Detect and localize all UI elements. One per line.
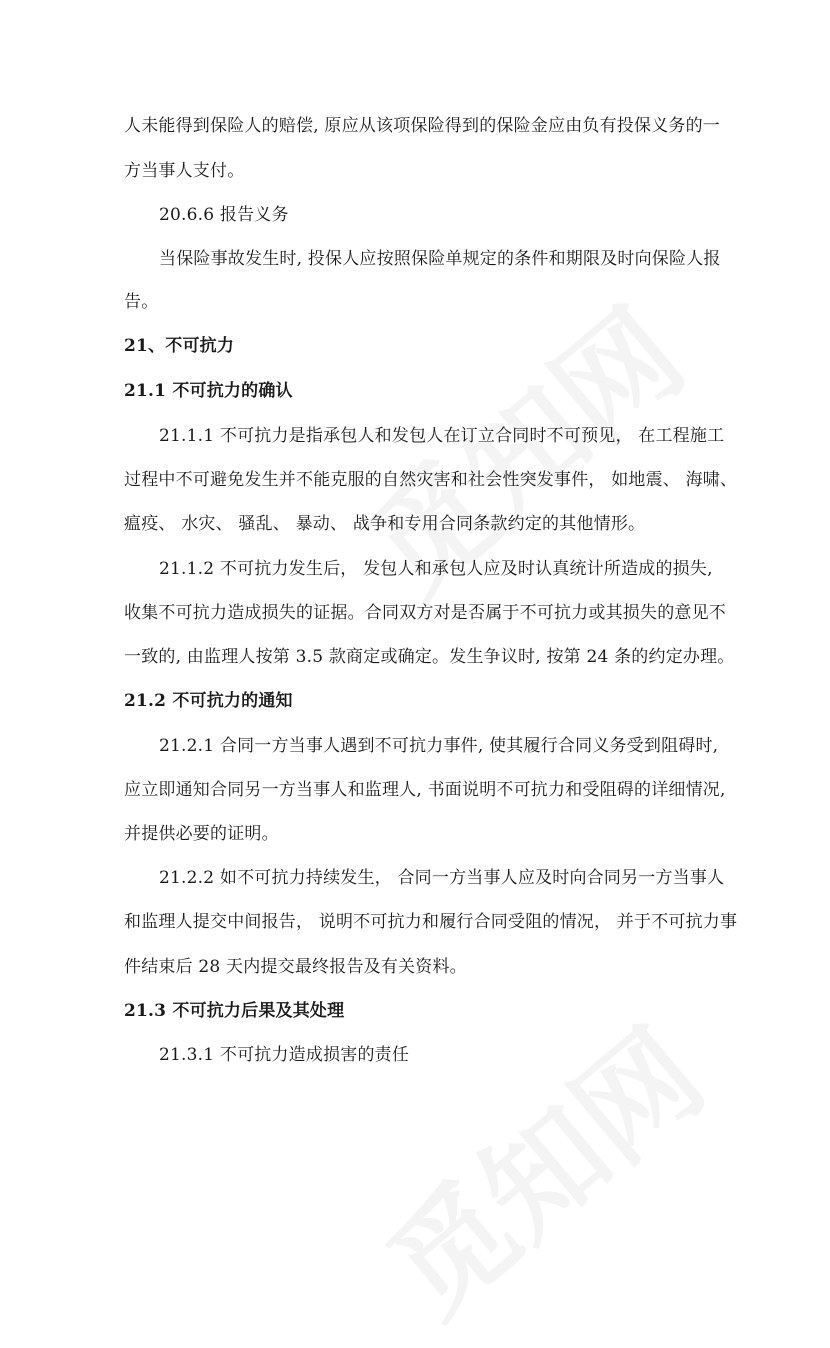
body-text-line: 人未能得到保险人的赔偿, 原应从该项保险得到的保险金应由负有投保义务的一 (124, 116, 721, 136)
body-text-line: 应立即通知合同另一方当事人和监理人, 书面说明不可抗力和受阻碍的详细情况, (124, 780, 726, 800)
body-text-line: 并提供必要的证明。 (124, 824, 279, 844)
body-text-line: 瘟疫、 水灾、 骚乱、 暴动、 战争和专用合同条款约定的其他情形。 (124, 514, 646, 534)
subsection-title: 20.6.6 报告义务 (159, 205, 289, 225)
watermark-bottom (347, 984, 733, 1347)
body-text-line: 过程中不可避免发生并不能克服的自然灾害和社会性突发事件， 如地震、 海啸、 (124, 470, 738, 490)
body-text-line: 收集不可抗力造成损失的证据。合同双方对是否属于不可抗力或其损失的意见不 (124, 603, 726, 623)
body-text-line: 方当事人支付。 (124, 161, 245, 181)
body-text-line: 21.1.2 不可抗力发生后， 发包人和承包人应及时认真统计所造成的损失, (159, 559, 713, 579)
body-text-line: 21.2.1 合同一方当事人遇到不可抗力事件, 使其履行合同义务受到阻碍时, (159, 736, 719, 756)
section-heading: 21、不可抗力 (124, 336, 235, 356)
body-text-line: 告。 (124, 292, 159, 312)
subsection-title: 21.3.1 不可抗力造成损害的责任 (159, 1045, 410, 1065)
section-heading: 21.2 不可抗力的通知 (124, 691, 293, 711)
body-text-line: 一致的, 由监理人按第 3.5 款商定或确定。发生争议时, 按第 24 条的约定办理。 (124, 647, 735, 667)
section-heading: 21.1 不可抗力的确认 (124, 381, 293, 401)
body-text-line: 21.2.2 如不可抗力持续发生， 合同一方当事人应及时向合同另一方当事人 (159, 868, 725, 888)
body-text-line: 件结束后 28 天内提交最终报告及有关资料。 (124, 957, 467, 977)
section-heading: 21.3 不可抗力后果及其处理 (124, 1001, 345, 1021)
body-text-line: 当保险事故发生时, 投保人应按照保险单规定的条件和期限及时向保险人报 (159, 249, 721, 269)
body-text-line: 和监理人提交中间报告， 说明不可抗力和履行合同受阻的情况， 并于不可抗力事 (124, 912, 738, 932)
body-text-line: 21.1.1 不可抗力是指承包人和发包人在订立合同时不可预见， 在工程施工 (159, 426, 725, 446)
